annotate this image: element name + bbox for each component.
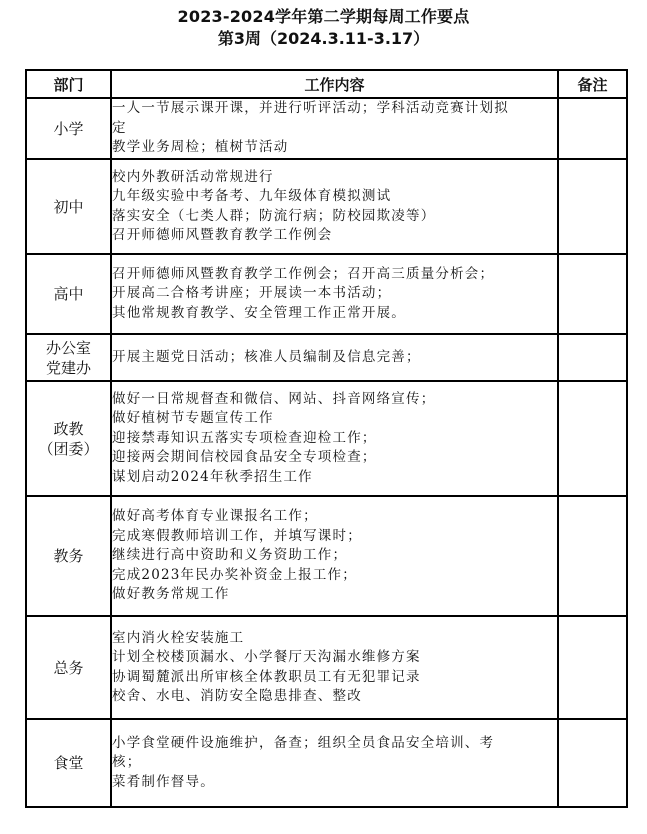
weekly-plan-table	[25, 69, 628, 808]
work-item: 做好植树节专题宣传工作	[112, 410, 274, 427]
work-content-cell	[111, 159, 558, 254]
work-item: 一人一节展示课开课，并进行听评活动；学科活动竞赛计划拟	[112, 100, 509, 117]
department-cell	[26, 159, 111, 254]
header-notes: 备注	[558, 70, 627, 98]
work-content-cell	[111, 98, 558, 159]
table-row	[26, 159, 627, 254]
department-name: 教务	[53, 547, 84, 565]
document-title: 2023-2024学年第二学期每周工作要点	[177, 7, 470, 26]
department-name: 总务	[53, 658, 84, 677]
work-item: 迎接两会期间信校园食品安全专项检查；	[112, 449, 377, 466]
work-item: 核；	[112, 754, 142, 771]
work-content-cell	[111, 719, 558, 807]
work-item: 其他常规教育教学、安全管理工作正常开展。	[112, 304, 406, 321]
table-row	[26, 98, 627, 159]
department-cell	[26, 616, 111, 719]
work-item: 校内外教研活动常规进行	[112, 168, 274, 185]
work-item: 开展主题党日活动；核准人员编制及信息完善；	[112, 348, 421, 365]
table-body	[26, 98, 627, 807]
table-row	[26, 381, 627, 496]
department-cell	[26, 254, 111, 334]
department-name: 小学	[53, 119, 84, 138]
department-name: 办公室	[45, 338, 91, 357]
work-item: 召开师德师风暨教育教学工作例会；召开高三质量分析会；	[112, 265, 495, 282]
department-name: 高中	[53, 285, 84, 303]
work-item: 谋划启动2024年秋季招生工作	[112, 468, 313, 485]
work-item: 计划全校楼顶漏水、小学餐厅天沟漏水维修方案	[112, 649, 421, 665]
department-cell	[26, 381, 111, 496]
work-item: 召开师德师风暨教育教学工作例会	[112, 227, 333, 243]
notes-cell	[558, 159, 627, 254]
department-cell	[26, 98, 111, 159]
department-cell	[26, 334, 111, 381]
notes-cell	[558, 98, 627, 159]
department-name: 政教	[53, 419, 84, 438]
department-name: （团委）	[38, 439, 99, 458]
notes-cell	[558, 381, 627, 496]
department-cell	[26, 719, 111, 807]
notes-cell	[558, 496, 627, 616]
work-item: 做好一日常规督查和微信、网站、抖音网络宣传；	[112, 390, 436, 407]
table-header-row	[26, 70, 627, 98]
work-item: 完成2023年民办奖补资金上报工作；	[112, 566, 357, 583]
department-name: 食堂	[53, 754, 84, 772]
notes-cell	[558, 616, 627, 719]
table-row	[26, 254, 627, 334]
work-item: 九年级实验中考备考、九年级体育模拟测试	[112, 188, 392, 204]
header-work-content: 工作内容	[111, 70, 558, 98]
department-name: 党建办	[45, 358, 91, 377]
work-item: 校舍、水电、消防安全隐患排查、整改	[112, 688, 362, 704]
work-item: 协调蜀麓派出所审核全体教职员工有无犯罪记录	[112, 668, 421, 685]
work-content-cell	[111, 254, 558, 334]
work-item: 菜肴制作督导。	[112, 773, 215, 790]
work-content-cell	[111, 334, 558, 381]
work-item: 完成寒假教师培训工作，并填写课时；	[112, 527, 362, 544]
work-item: 小学食堂硬件设施维护，备查；组织全员食品安全培训、考	[112, 734, 495, 751]
work-item: 继续进行高中资助和义务资助工作；	[112, 547, 348, 564]
department-name: 初中	[53, 197, 84, 216]
table-row	[26, 334, 627, 381]
table-row	[26, 719, 627, 807]
notes-cell	[558, 334, 627, 381]
work-item: 定	[112, 119, 127, 136]
work-item: 做好教务常规工作	[112, 586, 230, 603]
table-row	[26, 616, 627, 719]
work-content-cell	[111, 616, 558, 719]
work-content-cell	[111, 381, 558, 496]
document-subtitle: 第3周（2024.3.11-3.17）	[217, 29, 430, 48]
document-header	[0, 6, 647, 50]
notes-cell	[558, 254, 627, 334]
work-item: 开展高二合格考讲座；开展读一本书活动；	[112, 285, 392, 302]
work-item: 落实安全（七类人群；防流行病；防校园欺凌等）	[112, 207, 436, 224]
work-item: 做好高考体育专业课报名工作；	[112, 508, 318, 525]
header-department: 部门	[26, 70, 111, 98]
work-item: 迎接禁毒知识五落实专项检查迎检工作；	[112, 429, 377, 446]
notes-cell	[558, 719, 627, 807]
work-content-cell	[111, 496, 558, 616]
work-item: 教学业务周检；植树节活动	[112, 139, 289, 156]
work-item: 室内消火栓安装施工	[112, 629, 245, 646]
department-cell	[26, 496, 111, 616]
table-row	[26, 496, 627, 616]
